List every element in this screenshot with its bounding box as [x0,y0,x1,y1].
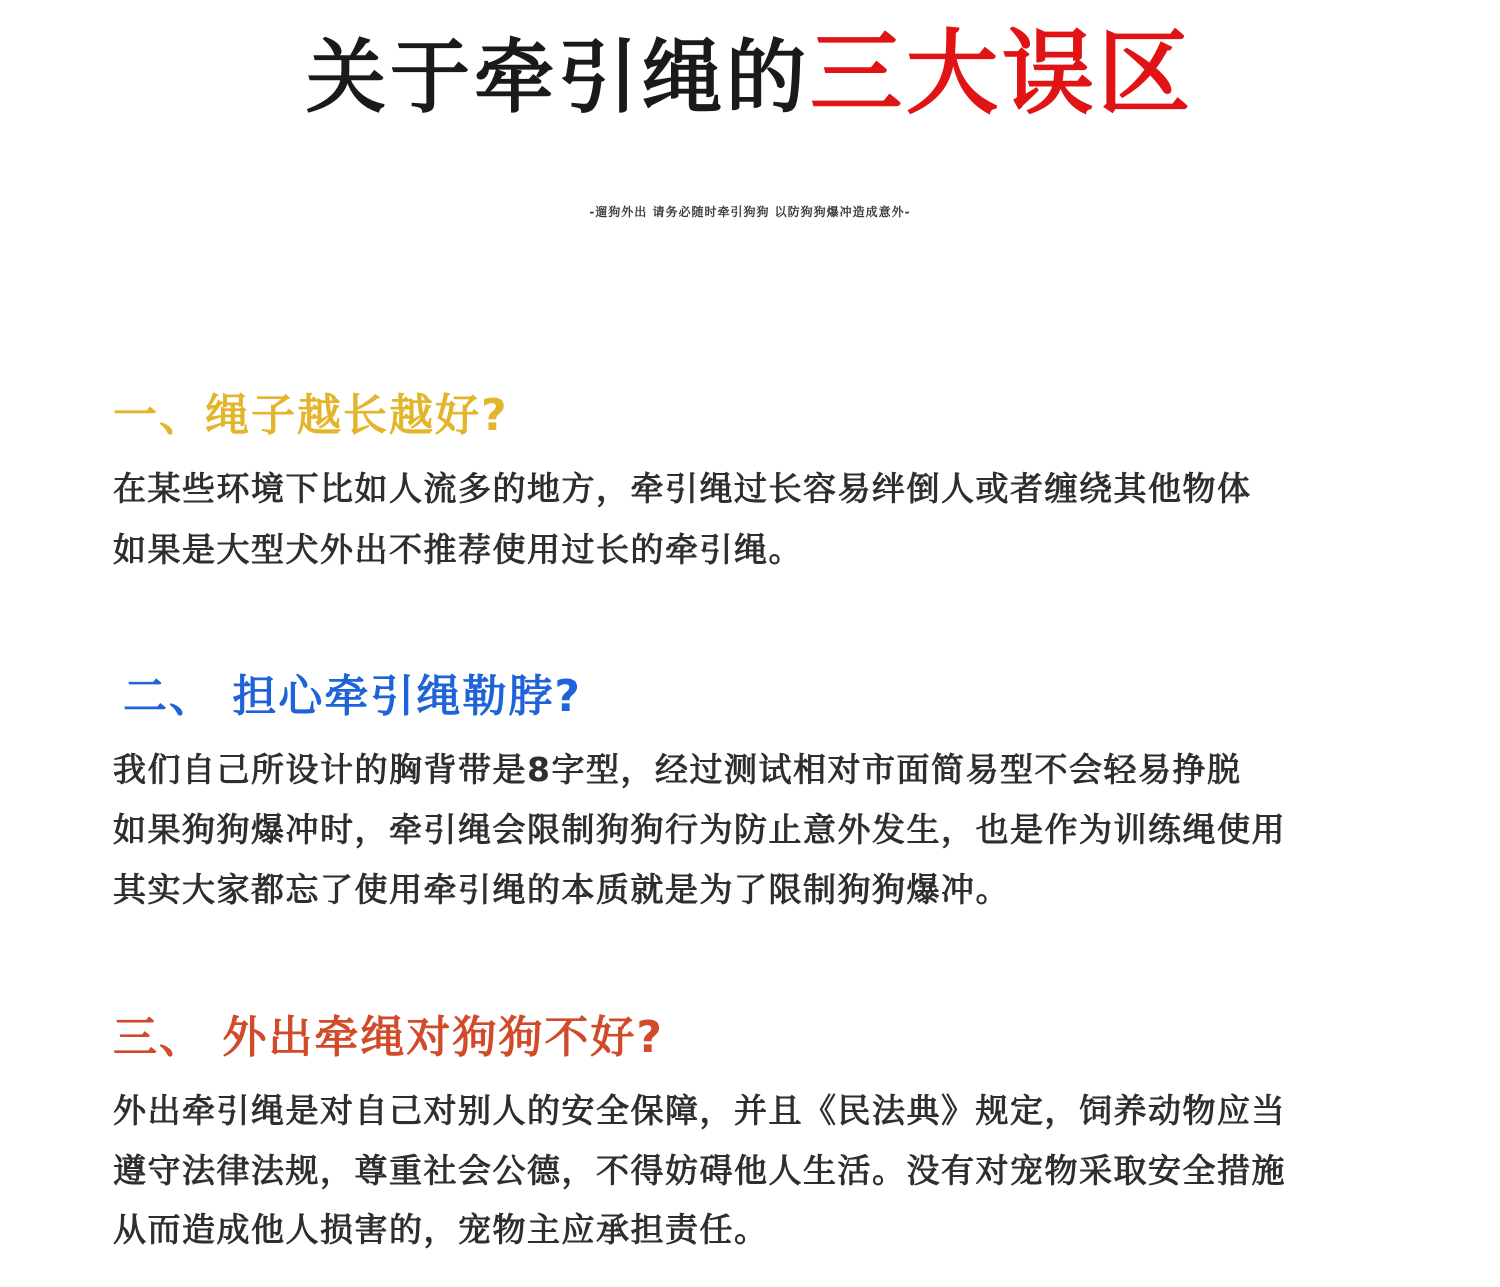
page-title-prefix: 关于牵引绳的 [305,31,810,124]
section-2-line-1: 我们自己所设计的胸背带是8字型，经过测试相对市面简易型不会轻易挣脱 [113,750,1242,789]
page-title [0,14,1500,143]
section-3-line-2: 遵守法律法规，尊重社会公德，不得妨碍他人生活。没有对宠物采取安全措施 [113,1151,1286,1190]
section-heading-3: 三、 外出牵绳对狗狗不好? [113,1012,664,1063]
section-heading-1: 一、绳子越长越好? [113,390,509,441]
page-title-highlight: 三大误区 [809,20,1194,127]
section-3-line-1: 外出牵引绳是对自己对别人的安全保障，并且《民法典》规定，饲养动物应当 [113,1091,1286,1130]
section-2-line-2: 如果狗狗爆冲时，牵引绳会限制狗狗行为防止意外发生，也是作为训练绳使用 [113,810,1286,849]
section-1-line-1: 在某些环境下比如人流多的地方，牵引绳过长容易绊倒人或者缠绕其他物体 [113,469,1252,508]
section-3-line-3: 从而造成他人损害的，宠物主应承担责任。 [113,1210,769,1249]
page-subtitle: -遛狗外出 请务必随时牵引狗狗 以防狗狗爆冲造成意外- [589,205,911,219]
section-2-line-3: 其实大家都忘了使用牵引绳的本质就是为了限制狗狗爆冲。 [113,870,1010,909]
section-heading-2: 二、 担心牵引绳勒脖? [123,671,582,722]
section-1-line-2: 如果是大型犬外出不推荐使用过长的牵引绳。 [113,530,803,569]
